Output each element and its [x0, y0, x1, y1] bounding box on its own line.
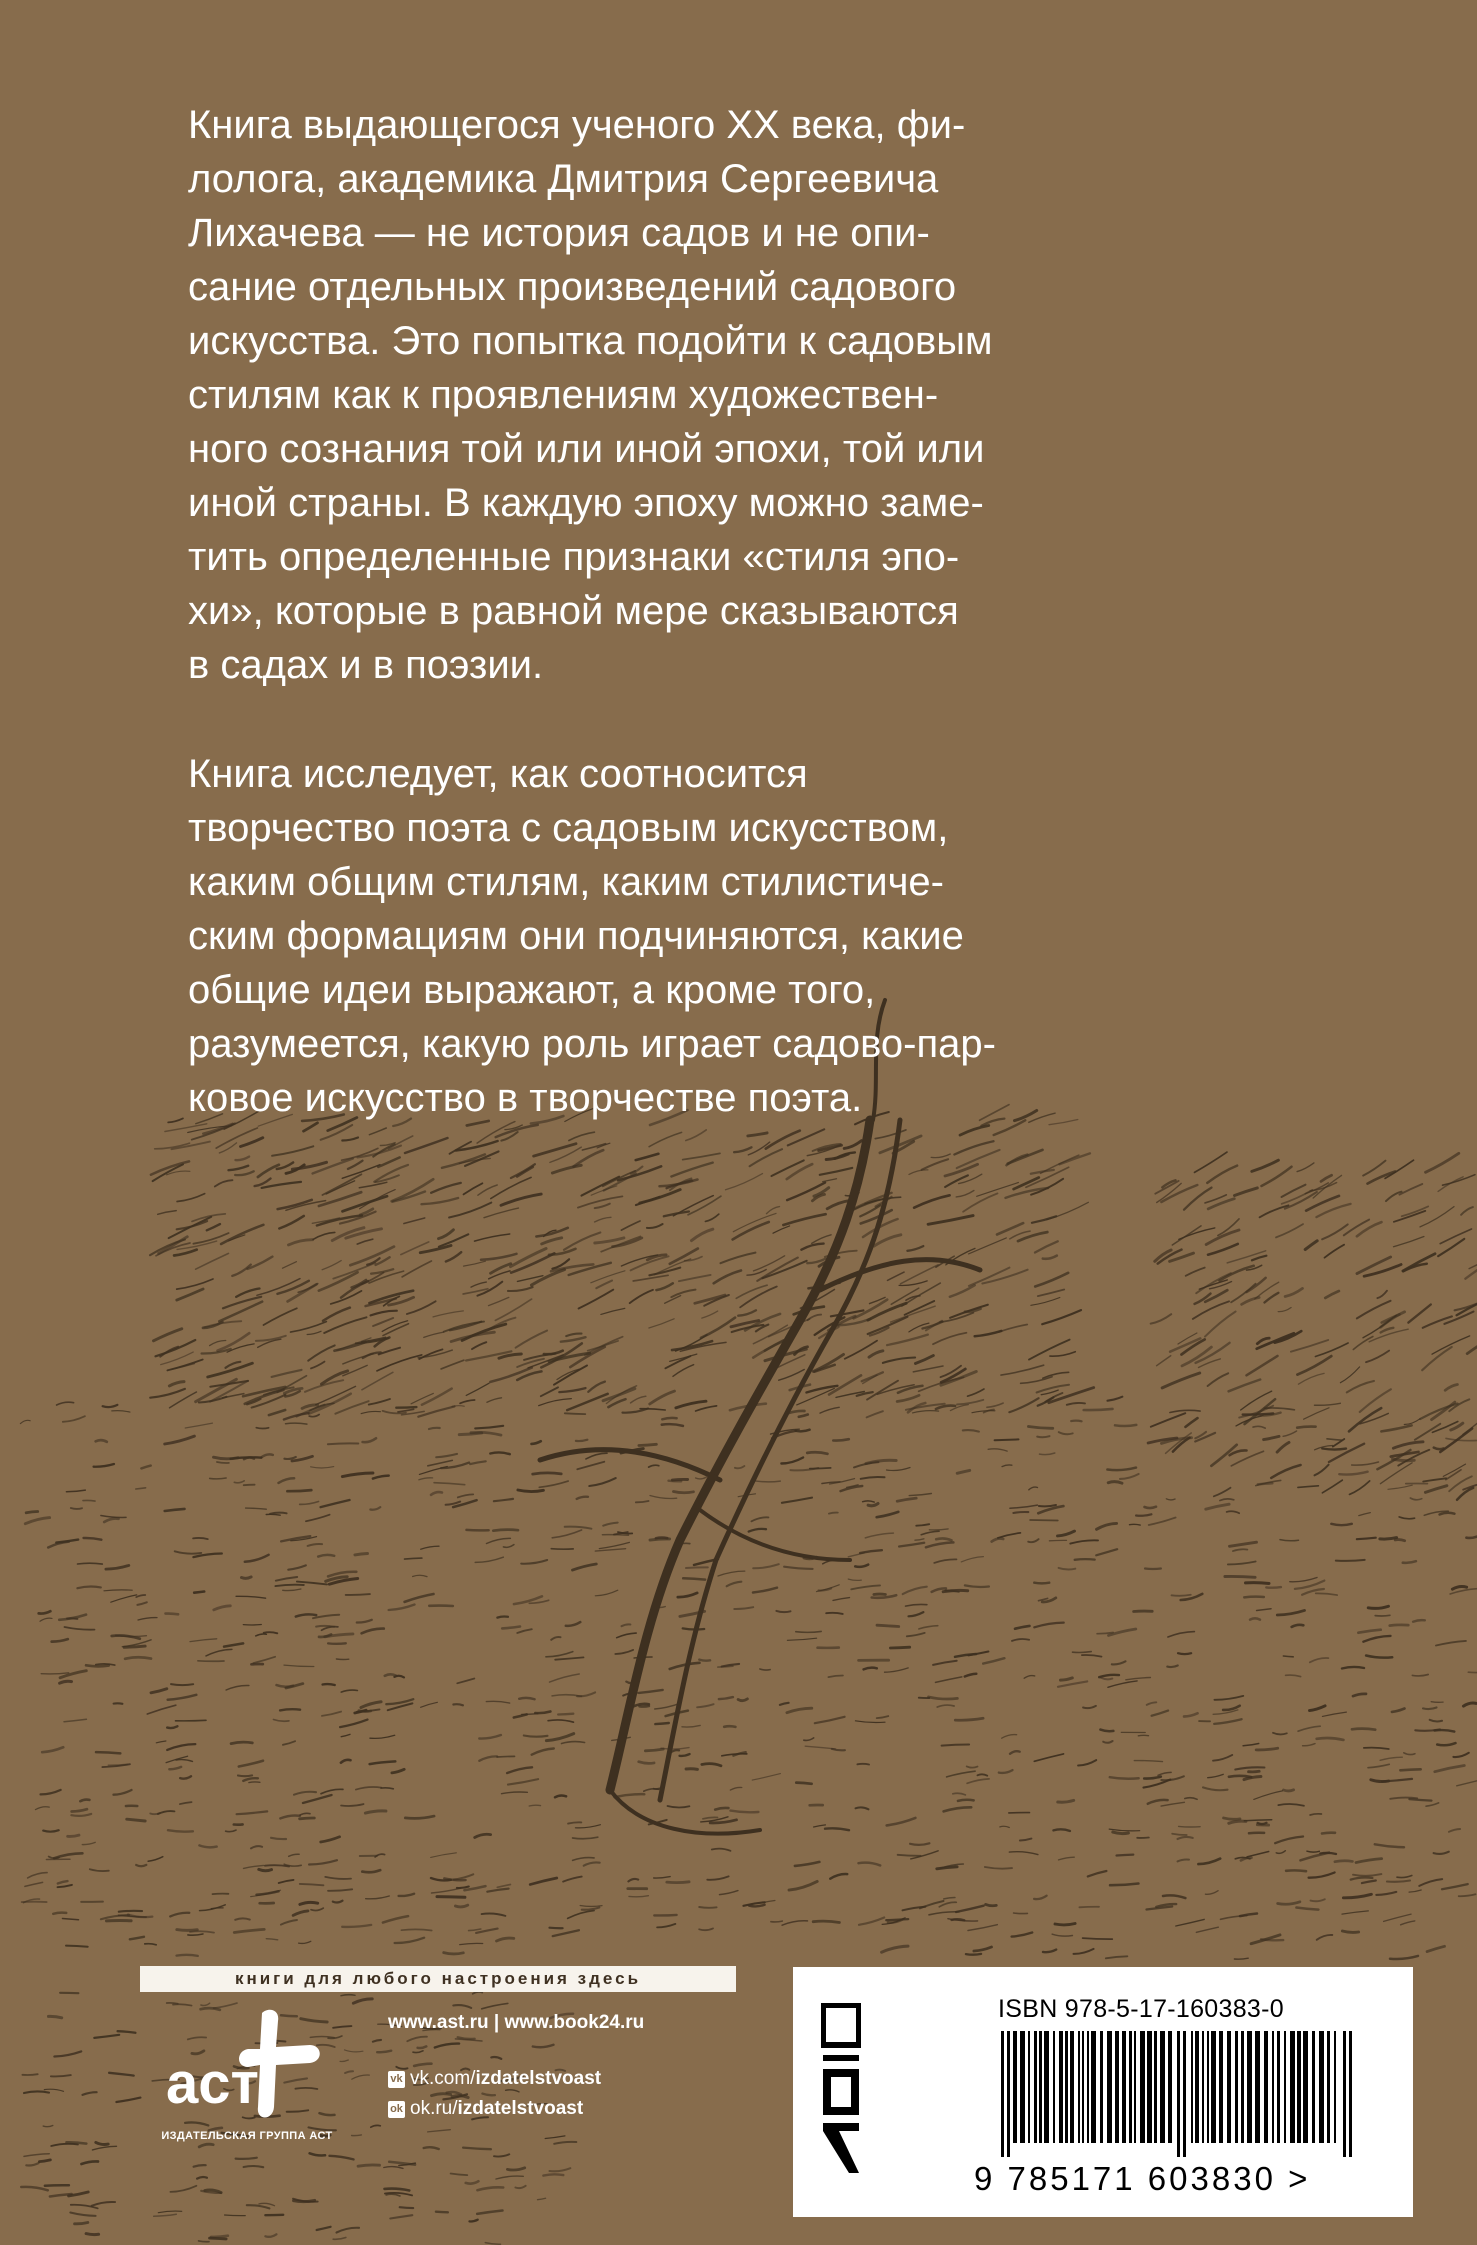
text-line: разумеется, какую роль играет садово-пар- [188, 1022, 996, 1066]
text-line: стилям как к проявлениям художествен- [188, 373, 939, 417]
description-paragraph-2 [188, 747, 1308, 1125]
text-line: общие идеи выражают, а кроме того, [188, 968, 876, 1012]
text-line: лолога, академика Дмитрия Сергеевича [188, 157, 939, 201]
text-line: ковое искусство в творчестве поэта. [188, 1076, 863, 1120]
text-line: в садах и в поэзии. [188, 643, 544, 687]
text-line: тить определенные признаки «стиля эпо- [188, 535, 960, 579]
text-line: сание отдельных произведений садового [188, 265, 957, 309]
text-line: Книга выдающегося ученого XX века, фи- [188, 103, 966, 147]
social-handle: izdatelstvoast [457, 2098, 584, 2119]
text-line: хи», которые в равной мере сказываются [188, 589, 959, 633]
text-line: каким общим стилям, каким стилистиче- [188, 860, 944, 904]
text-line: Лихачева — не история садов и не опи- [188, 211, 930, 255]
isbn-text: ISBN 978-5-17-160383-0 [998, 1995, 1284, 2023]
barcode-panel [793, 1967, 1413, 2217]
social-link-vk[interactable] [388, 2068, 601, 2090]
publisher-imprint-logo-icon [821, 2003, 861, 2175]
logo-wordmark: аст [166, 2051, 259, 2116]
description-paragraph-1 [188, 98, 1308, 692]
text-line: искусства. Это попытка подойти к садовым [188, 319, 993, 363]
social-link-ok[interactable] [388, 2098, 583, 2120]
publisher-tagline: книги для любого настроения здесь [140, 1966, 736, 1992]
vk-icon: vk [388, 2071, 405, 2088]
barcode [1001, 2031, 1361, 2157]
social-prefix: ok.ru/ [410, 2098, 458, 2119]
logo-caption: ИЗДАТЕЛЬСКАЯ ГРУППА АСТ [161, 2130, 333, 2142]
text-line: иной страны. В каждую эпоху можно заме- [188, 481, 984, 525]
barcode-digits: 9 785171 603830 > [974, 2160, 1311, 2197]
social-handle: izdatelstvoast [475, 2068, 602, 2089]
publisher-websites[interactable]: www.ast.ru | www.book24.ru [388, 2012, 645, 2033]
social-prefix: vk.com/ [410, 2068, 476, 2089]
text-line: ским формациям они подчиняются, какие [188, 914, 964, 958]
text-line: творчество поэта с садовым искусством, [188, 806, 949, 850]
text-line: ного сознания той или иной эпохи, той или [188, 427, 985, 471]
ast-logo [160, 2005, 330, 2125]
text-line: Книга исследует, как соотносится [188, 752, 808, 796]
ok-icon: ok [388, 2101, 405, 2118]
